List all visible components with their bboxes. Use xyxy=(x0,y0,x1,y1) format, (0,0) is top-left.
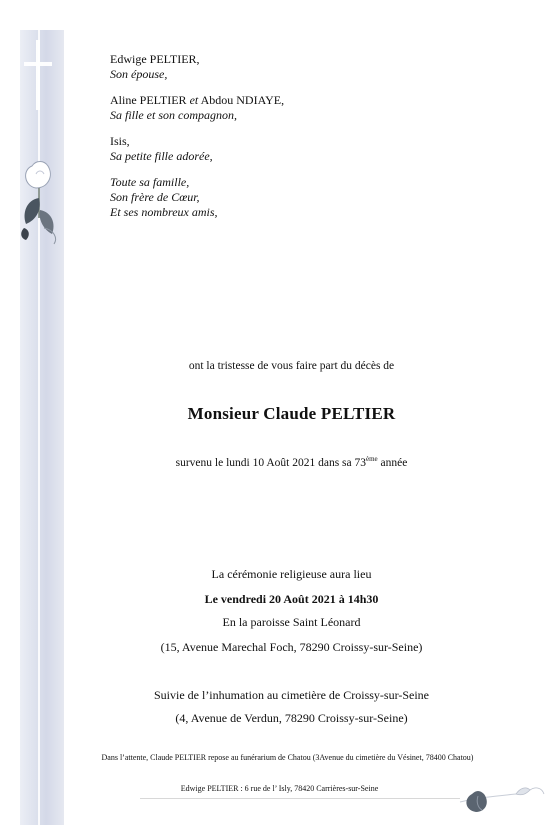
family-name-conjunction: et xyxy=(189,93,199,107)
family-group-others xyxy=(110,175,284,220)
death-date-suffix: année xyxy=(377,456,408,469)
family-role: Sa fille et son compagnon, xyxy=(110,108,237,122)
burial-address: (4, Avenue de Verdun, 78290 Croissy-sur-Seine) xyxy=(175,711,408,725)
band-highlight-line xyxy=(38,30,40,825)
death-date-ordinal: ème xyxy=(366,455,378,463)
family-name: Edwige PELTIER, xyxy=(110,52,200,66)
flower-bud-icon xyxy=(456,780,551,820)
decorative-band xyxy=(20,30,64,825)
funeral-home-note: Dans l’attente, Claude PELTIER repose au funérarium de Chatou (3Avenue du cimetière du Vésinet, 78400 Chatou) xyxy=(101,753,474,762)
death-date-text: survenu le lundi 10 Août 2021 dans sa 73 xyxy=(175,456,366,469)
cross-icon-horizontal xyxy=(24,62,52,66)
contact-address: Edwige PELTIER : 6 rue de l’ Isly, 78420 Carrières-sur-Seine xyxy=(180,784,379,793)
family-role: Son épouse, xyxy=(110,67,168,81)
ceremony-address: (15, Avenue Marechal Foch, 78290 Croissy-sur-Seine) xyxy=(160,640,423,654)
ceremony-intro: La cérémonie religieuse aura lieu xyxy=(211,567,372,581)
family-line: Toute sa famille, xyxy=(110,175,190,189)
family-group-granddaughter xyxy=(110,134,284,164)
ceremony-location: En la paroisse Saint Léonard xyxy=(222,615,361,629)
deceased-name: Monsieur Claude PELTIER xyxy=(187,404,396,423)
family-name: Isis, xyxy=(110,134,130,148)
family-name-part: Aline PELTIER xyxy=(110,93,187,107)
family-group-daughter xyxy=(110,93,284,123)
cross-icon-vertical xyxy=(36,40,40,110)
family-line: Et ses nombreux amis, xyxy=(110,205,218,219)
footer-divider xyxy=(140,798,460,799)
death-date xyxy=(12,455,559,469)
family-name-part: Abdou NDIAYE, xyxy=(200,93,285,107)
family-group-spouse xyxy=(110,52,284,82)
burial-text: Suivie de l’inhumation au cimetière de Croissy-sur-Seine xyxy=(153,688,430,702)
calla-lily-icon xyxy=(14,158,64,258)
ceremony-datetime: Le vendredi 20 Août 2021 à 14h30 xyxy=(204,592,379,606)
family-role: Sa petite fille adorée, xyxy=(110,149,213,163)
family-line: Son frère de Cœur, xyxy=(110,190,200,204)
announcement-text: ont la tristesse de vous faire part du décès de xyxy=(188,360,395,372)
family-name xyxy=(110,93,284,108)
family-signatories xyxy=(110,52,284,231)
